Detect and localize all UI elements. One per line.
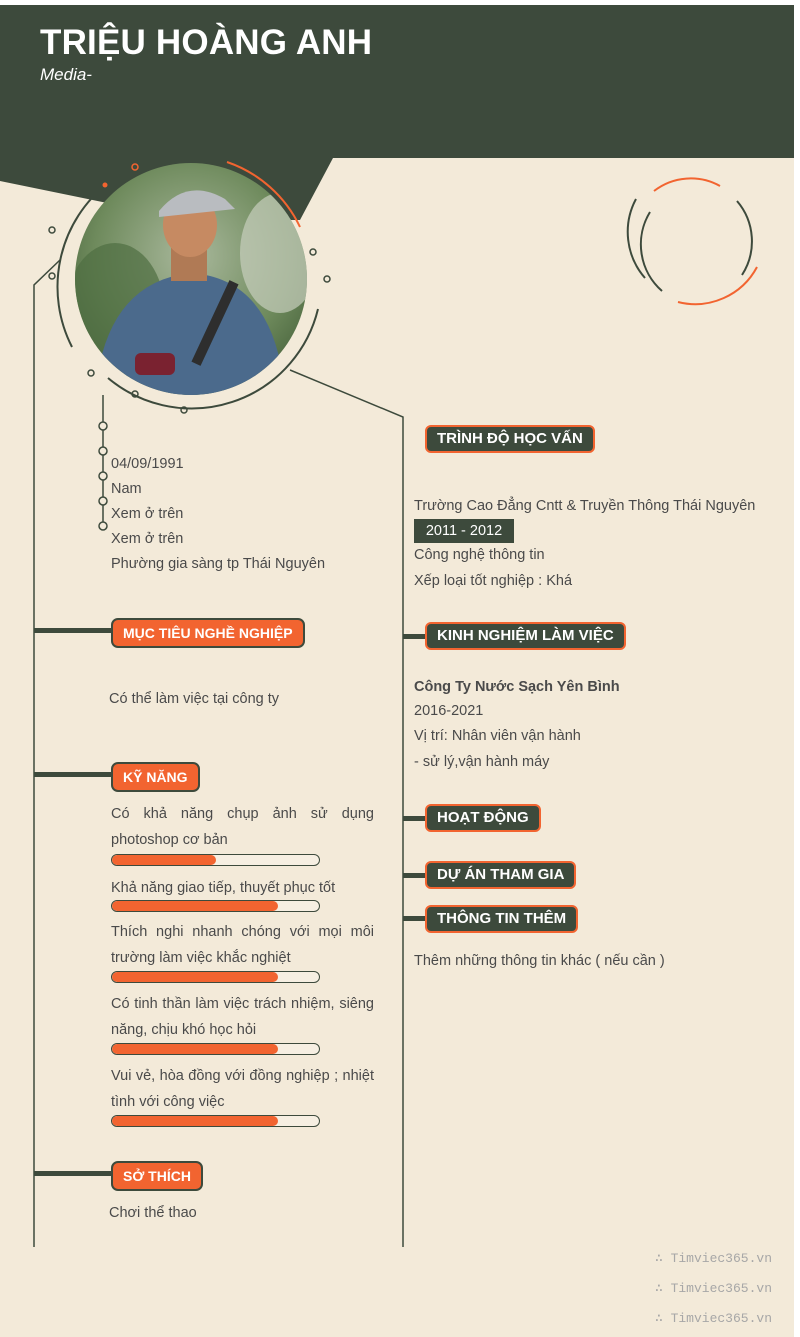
hobbies-text: Chơi thể thao — [109, 1205, 197, 1221]
activities-heading: HOẠT ĐỘNG — [425, 804, 541, 832]
company-name: Công Ty Nước Sạch Yên Bình — [414, 679, 620, 695]
projects-heading: DỰ ÁN THAM GIA — [425, 861, 576, 889]
watermark: ∴ Timviec365.vn — [654, 1311, 772, 1326]
education-heading: TRÌNH ĐỘ HỌC VẤN — [425, 425, 595, 453]
watermark: ∴ Timviec365.vn — [654, 1281, 772, 1296]
skill-name: Có khả năng chụp ảnh sử dụng photoshop cơ bản — [111, 806, 374, 848]
skills-heading: KỸ NĂNG — [111, 762, 200, 792]
candidate-role: Media- — [40, 65, 92, 84]
address: Phường gia sàng tp Thái Nguyên — [111, 556, 326, 572]
skill-bar — [111, 1043, 320, 1055]
profile-photo — [75, 163, 307, 395]
skill-name: Có tinh thần làm việc trách nhiệm, siêng năng, chịu khó học hỏi — [111, 996, 374, 1038]
objective-heading: MỤC TIÊU NGHỀ NGHIỆP — [111, 618, 305, 648]
birth-date: 04/09/1991 — [111, 456, 184, 472]
watermark-text: Timviec365.vn — [670, 1311, 772, 1326]
phone: Xem ở trên — [111, 506, 184, 522]
skill-bar — [111, 900, 320, 912]
skill-name: Khả năng giao tiếp, thuyết phục tốt — [111, 880, 336, 896]
left-timeline-line — [34, 260, 60, 1247]
skill-name: Vui vẻ, hòa đồng với đồng nghiệp ; nhiệt tình với công việc — [111, 1068, 374, 1110]
objective-text: Có thể làm việc tại công ty — [109, 691, 280, 707]
cv-page — [0, 5, 794, 1337]
corner-arcs-icon — [628, 178, 757, 304]
gender: Nam — [111, 481, 142, 497]
skill-bar — [111, 971, 320, 983]
skill-bar-fill — [112, 855, 216, 865]
work-duty: - sử lý,vận hành máy — [414, 754, 550, 770]
education-major: Công nghệ thông tin — [414, 547, 545, 563]
skill-bar-fill — [112, 1116, 278, 1126]
hobbies-connector — [34, 1171, 114, 1176]
education-grade: Xếp loại tốt nghiệp : Khá — [414, 573, 573, 589]
objective-connector — [34, 628, 114, 633]
school-name: Trường Cao Đẳng Cntt & Truyền Thông Thái Nguyên — [414, 498, 756, 514]
skill-bar-fill — [112, 1044, 278, 1054]
watermark-text: Timviec365.vn — [670, 1251, 772, 1266]
watermark-text: Timviec365.vn — [670, 1281, 772, 1296]
work-period: 2016-2021 — [414, 703, 484, 719]
skill-bar — [111, 1115, 320, 1127]
watermark: ∴ Timviec365.vn — [654, 1251, 772, 1266]
skills-connector — [34, 772, 114, 777]
email: Xem ở trên — [111, 531, 184, 547]
candidate-name: TRIỆU HOÀNG ANH — [40, 23, 373, 62]
skill-bar-fill — [112, 901, 278, 911]
skill-name: Thích nghi nhanh chóng với mọi môi trường làm việc khắc nghiệt — [111, 924, 374, 966]
work-position: Vị trí: Nhân viên vận hành — [414, 728, 581, 744]
education-years: 2011 - 2012 — [414, 519, 514, 543]
skill-bar — [111, 854, 320, 866]
hobbies-heading: SỞ THÍCH — [111, 1161, 203, 1191]
skill-bar-fill — [112, 972, 278, 982]
additional-heading: THÔNG TIN THÊM — [425, 905, 578, 933]
additional-text: Thêm những thông tin khác ( nếu cần ) — [414, 953, 665, 969]
experience-heading: KINH NGHIỆM LÀM VIỆC — [425, 622, 626, 650]
